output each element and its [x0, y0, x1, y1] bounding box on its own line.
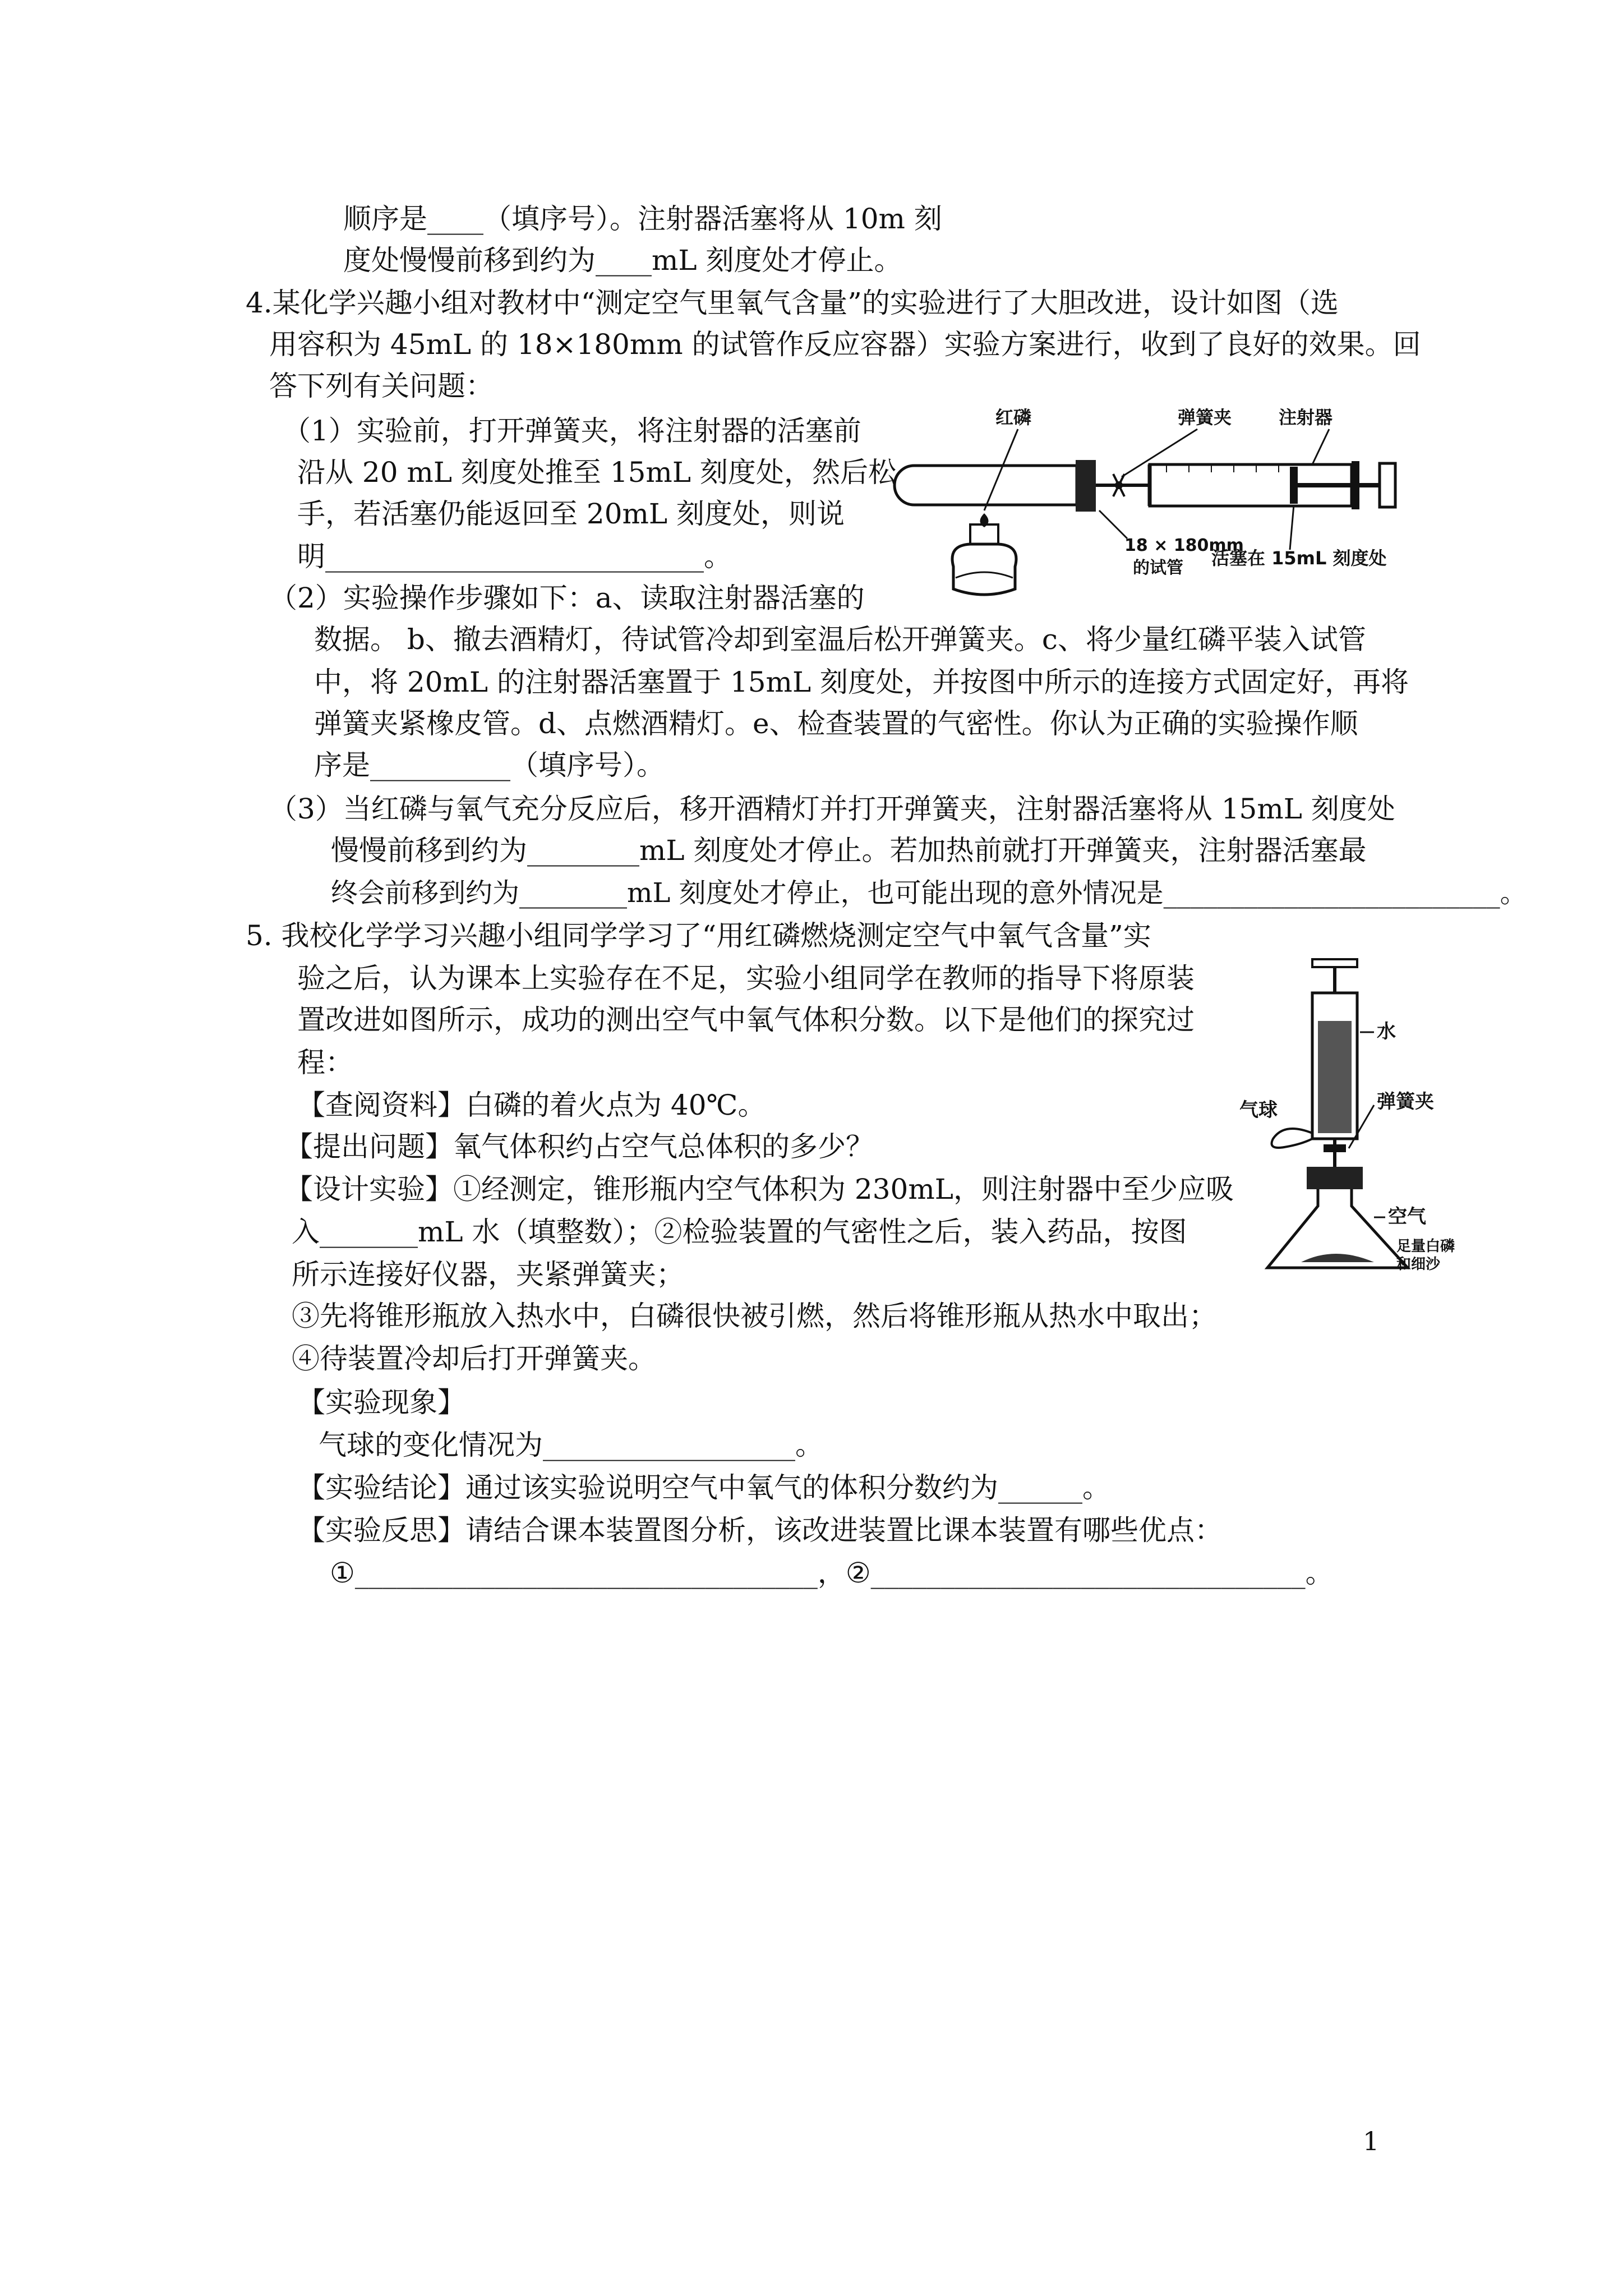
text-line: 手，若活塞仍能返回至 20mL 刻度处，则说: [297, 498, 845, 530]
label-clip: 弹簧夹: [1377, 1091, 1434, 1113]
text-line: （2）实验操作步骤如下：a、读取注射器活塞的: [269, 582, 865, 614]
apparatus-figure-1: [886, 398, 1424, 611]
text-line: 中，将 20mL 的注射器活塞置于 15mL 刻度处，并按图中所示的连接方式固定好，再将: [314, 666, 1409, 698]
text-line: 【查阅资料】白磷的着火点为 40℃。: [297, 1089, 766, 1121]
text-line: ④待装置冷却后打开弹簧夹。: [292, 1342, 656, 1375]
label-white-phosphorus: 足量白磷: [1396, 1238, 1455, 1255]
text-line: 气球的变化情况为__________________。: [319, 1429, 823, 1461]
text-line: 【设计实验】①经测定，锥形瓶内空气体积为 230mL，则注射器中至少应吸: [285, 1173, 1234, 1205]
label-tube: 的试管: [1133, 558, 1183, 578]
text-line: ③先将锥形瓶放入热水中，白磷很快被引燃，然后将锥形瓶从热水中取出；: [292, 1300, 1217, 1332]
text-line: 顺序是____（填序号）。注射器活塞将从 10m 刻: [343, 203, 942, 235]
text-line: （1）实验前，打开弹簧夹，将注射器的活塞前: [283, 415, 861, 447]
text-line: 慢慢前移到约为________mL 刻度处才停止。若加热前就打开弹簧夹，注射器活塞最: [331, 834, 1367, 867]
label-clip: 弹簧夹: [1178, 407, 1232, 428]
text-line: 验之后，认为课本上实验存在不足，实验小组同学在教师的指导下将原装: [297, 962, 1195, 995]
text-line: ①_________________________________，②_______________________________。: [330, 1557, 1334, 1589]
text-line: 【实验现象】: [297, 1386, 465, 1419]
text-line: 置改进如图所示，成功的测出空气中氧气体积分数。以下是他们的探究过: [297, 1004, 1195, 1036]
text-line: 序是__________（填序号）。: [314, 749, 665, 781]
text-line: 沿从 20 mL 刻度处推至 15mL 刻度处，然后松: [297, 456, 896, 489]
label-sand: 和细沙: [1396, 1256, 1441, 1273]
text-line: 度处慢慢前移到约为____mL 刻度处才停止。: [343, 244, 902, 277]
label-balloon: 气球: [1239, 1099, 1278, 1121]
text-line: （3）当红磷与氧气充分反应后，移开酒精灯并打开弹簧夹，注射器活塞将从 15mL 刻度处: [269, 793, 1395, 825]
text-line: 弹簧夹紧橡皮管。d、点燃酒精灯。e、检查装置的气密性。你认为正确的实验操作顺: [314, 707, 1358, 740]
label-red-phosphorus: 红磷: [995, 407, 1032, 428]
label-air: 空气: [1388, 1205, 1426, 1228]
label-piston: 活塞在 15mL 刻度处: [1211, 547, 1387, 569]
text-line: 【提出问题】氧气体积约占空气总体积的多少？: [285, 1130, 874, 1163]
label-tube-size: 18 × 180mm: [1124, 536, 1244, 555]
question-5-title: 5. 我校化学学习兴趣小组同学学习了“用红磷燃烧测定空气中氧气含量”实: [246, 919, 1151, 952]
label-water: 水: [1377, 1020, 1396, 1043]
text-line: 【实验反思】请结合课本装置图分析，该改进装置比课本装置有哪些优点：: [297, 1514, 1223, 1547]
page-number: 1: [1363, 2126, 1380, 2156]
text-line: 数据。 b、撤去酒精灯，待试管冷却到室温后松开弹簧夹。c、将少量红磷平装入试管: [314, 623, 1366, 656]
text-line: 终会前移到约为________mL 刻度处才停止，也可能出现的意外情况是_________________________。: [331, 877, 1527, 909]
text-line: 【实验结论】通过该实验说明空气中氧气的体积分数约为______。: [297, 1471, 1110, 1504]
apparatus-figure-2: [1239, 954, 1486, 1279]
text-line: 程：: [297, 1046, 353, 1079]
label-syringe: 注射器: [1279, 407, 1333, 428]
text-line: 答下列有关问题：: [269, 370, 494, 402]
question-4-title: 4.某化学兴趣小组对教材中“测定空气里氧气含量”的实验进行了大胆改进，设计如图（选: [246, 287, 1339, 319]
text-line: 所示连接好仪器，夹紧弹簧夹；: [292, 1258, 684, 1291]
text-line: 用容积为 45mL 的 18×180mm 的试管作反应容器）实验方案进行，收到了良好的效果。回: [269, 328, 1421, 361]
text-line: 入_______mL 水（填整数）；②检验装置的气密性之后，装入药品，按图: [292, 1216, 1187, 1248]
text-line: 明___________________________。: [297, 540, 732, 573]
